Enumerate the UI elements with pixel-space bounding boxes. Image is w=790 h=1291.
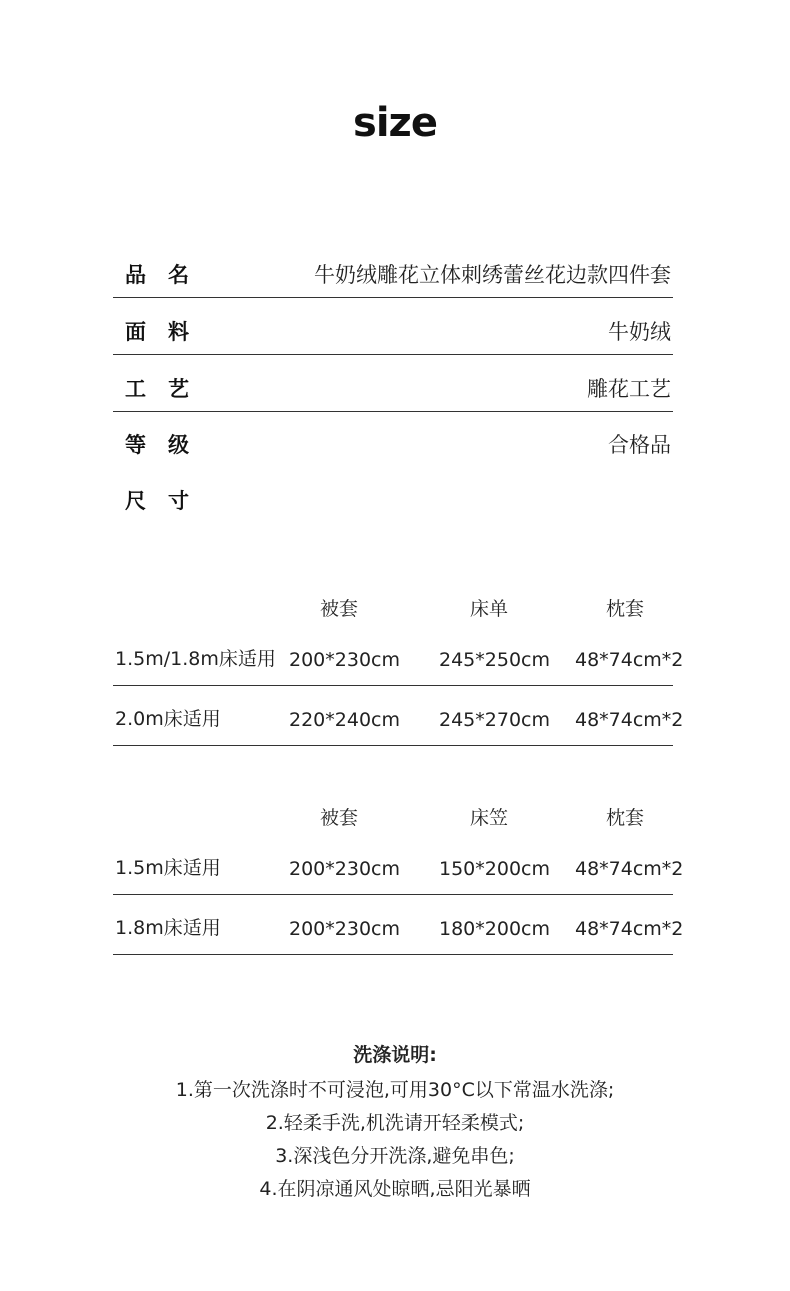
spec-label: 工艺 [125, 377, 211, 401]
spec-value: 雕花工艺 [587, 377, 671, 401]
table-row [113, 838, 684, 895]
spec-row-size [113, 467, 673, 523]
table-cell: 1.5m/1.8m床适用 [115, 648, 276, 670]
washing-title: 洗涤说明: [353, 1044, 437, 1066]
table-header-cell: 被套 [319, 598, 358, 620]
table-cell: 48*74cm*2 [575, 649, 684, 671]
spec-value: 牛奶绒雕花立体刺绣蕾丝花边款四件套 [314, 263, 671, 287]
spec-label: 尺寸 [125, 489, 211, 513]
table-cell: 200*230cm [289, 649, 400, 671]
page-title: size [353, 100, 437, 146]
table-cell: 48*74cm*2 [575, 858, 684, 880]
spec-row-name [113, 241, 673, 298]
spec-row-fabric [113, 298, 673, 355]
table-cell: 245*250cm [439, 649, 550, 671]
table-cell: 48*74cm*2 [575, 709, 684, 731]
table-cell: 200*230cm [289, 918, 400, 940]
washing-line: 4.在阴凉通风处晾晒,忌阳光暴晒 [259, 1178, 531, 1200]
spec-value: 合格品 [608, 433, 671, 457]
table-row [113, 629, 684, 686]
table1-header [113, 590, 673, 620]
table-row [113, 689, 684, 746]
table-cell: 48*74cm*2 [575, 918, 684, 940]
table-header-cell: 床笠 [469, 807, 508, 829]
table-cell: 220*240cm [289, 709, 400, 731]
table-cell: 245*270cm [439, 709, 550, 731]
spec-label: 等级 [125, 433, 211, 457]
washing-line: 3.深浅色分开洗涤,避免串色; [275, 1145, 515, 1167]
table-header-cell: 枕套 [605, 807, 644, 829]
spec-label: 品名 [125, 263, 211, 287]
washing-line: 1.第一次洗涤时不可浸泡,可用30°C以下常温水洗涤; [175, 1079, 615, 1101]
table-cell: 2.0m床适用 [115, 708, 221, 730]
table-cell: 180*200cm [439, 918, 550, 940]
table-cell: 1.8m床适用 [115, 917, 221, 939]
table-header-cell: 枕套 [605, 598, 644, 620]
table-cell: 200*230cm [289, 858, 400, 880]
table2-header [113, 799, 673, 829]
spec-label: 面料 [125, 320, 211, 344]
table-cell: 150*200cm [439, 858, 550, 880]
washing-line: 2.轻柔手洗,机洗请开轻柔模式; [265, 1112, 525, 1134]
table-header-cell: 床单 [469, 598, 508, 620]
spec-row-craft [113, 355, 673, 412]
spec-row-grade [113, 411, 673, 467]
table-cell: 1.5m床适用 [115, 857, 221, 879]
table-header-cell: 被套 [319, 807, 358, 829]
spec-value: 牛奶绒 [608, 320, 671, 344]
table-row [113, 898, 684, 955]
